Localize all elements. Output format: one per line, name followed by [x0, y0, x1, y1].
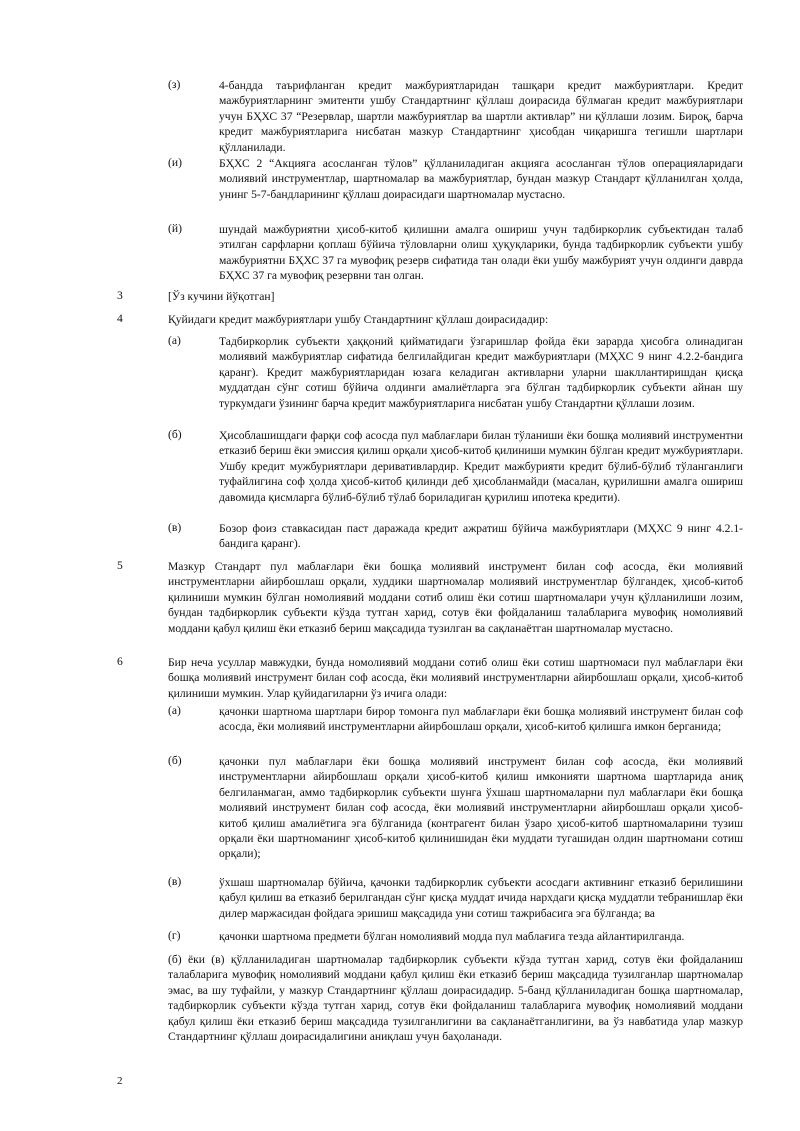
- paragraph-number: 4: [117, 312, 123, 325]
- item-label: (в): [168, 875, 182, 888]
- item-text: Ҳисоблашишдаги фарқи соф асосда пул маблағлари билан тўланиши ёки бошқа молиявий инструментни етказиб бериш ёки эмиссия қилиш орқали ҳисоб-китоб қилиниши мумкин бўлган кредит мужбуриятлари. Ушбу кредит мужбуриятлари деривативлардир. Кредит мажбурияти кредит бўлиб-бўлиб тўланганлиги туфайлигина соф ҳолда ҳисоб-китоб қилинди деб ҳисобланмайди (масалан, қурилишни амалга ошириш давомида қисмларга бўлиб-бўлиб тўлаб бориладиган қурилиш ипотека кредити).: [219, 429, 743, 504]
- item-label: (г): [168, 929, 181, 942]
- paragraph-text: [Ўз кучини йўқотган]: [168, 290, 275, 303]
- paragraph-text: Қуйидаги кредит мажбуриятлари ушбу Стандартнинг қўллаш доирасидадир:: [168, 313, 549, 326]
- paragraph-number: 5: [117, 559, 123, 572]
- item-text: қачонки шартнома шартлари бирор томонга пул маблағлари ёки бошқа молиявий инструмент билан соф асосда, ёки молиявий инструментларни айирбошлаш орқали, ҳисоб-китоб қилишга имкон берганида;: [219, 705, 743, 734]
- paragraph-number: 3: [117, 289, 123, 302]
- item-text: Тадбиркорлик субъекти ҳаққоний қийматидаги ўзгаришлар фойда ёки зарарда ҳисобга олинадиган молиявий мажбуриятлар сифатида белгилайдиган кредит мажбуриятлари (МҲХС 9 нинг 4.2.2-бандига қаранг). Кредит мажбуриятларидан юзага келадиган активларни уларни шакллантиришдан қисқа муддатдан сўнг сотиш бўйича олдинги амалиётларга эга бўлган тадбиркорлик субъекти айнан шу туркумдаги ўзининг барча кредит мажбуриятларига нисбатан ушбу Стандартни қўллаши лозим.: [219, 335, 743, 410]
- item-label: (а): [168, 334, 181, 347]
- item-text: БҲХС 2 “Акцияга асосланган тўлов” қўлланиладиган акцияга асосланган тўлов операцияларидаги молиявий инструментлар, шартномалар ва мажбуриятлар, бундан мазкур Стандарт қўлланилган ҳолда, унинг 5-7-бандларининг қўллаш доирасидаги шартномалар мустасно.: [219, 157, 743, 201]
- item-label: (б): [168, 754, 182, 767]
- item-text: қачонки шартнома предмети бўлган номолиявий модда пул маблағига тезда айлантирилганда.: [219, 930, 685, 943]
- item-text: Бозор фоиз ставкасидан паст даражада кредит ажратиш бўйича мажбуриятлари (МҲХС 9 нинг 4.2.1-бандига қаранг).: [219, 522, 743, 551]
- item-text: қачонки пул маблағлари ёки бошқа молиявий инструмент билан соф асосда, ёки молиявий инструментларни айирбошлаш орқали ҳисоб-китоб қилиш имконияти шартнома шартларида аниқ белгиланмаган, аммо тадбиркорлик субъекти шунга ўхшаш шартномаларни пул маблағлари ёки бошқа молиявий инструмент билан соф асосда, ёки молиявий инструментларни айирбошлаш орқали ҳисоб-китоб қилиш амалиётига эга бўлганида (контрагент билан ўзаро ҳисоб-китоб шартномаларини тузиш орқали ёки шартноманинг ҳисоб-китоб қилинишидан ёки муддати тугашидан олдин шартномани сотиш орқали);: [219, 755, 743, 861]
- paragraph-text: Бир неча усуллар мавжудки, бунда номолиявий моддани сотиб олиш ёки сотиш шартномаси пул маблағлари ёки бошқа молиявий инструмент билан соф асосда, ёки молиявий инструментларни айирбошлаш орқали, ҳисоб-китоб қилиниши мумкин. Улар қуйидагиларни ўз ичига олади:: [168, 656, 743, 700]
- item-label: (й): [168, 222, 182, 235]
- item-label: (б): [168, 428, 182, 441]
- closing-paragraph: (б) ёки (в) қўлланиладиган шартномалар тадбиркорлик субъекти кўзда тутган харид, сотув ёки фойдаланиш талабларига мувофиқ номолиявий моддани қабул қилиш ёки етказиб бериш мақсадида тузилганлар шартномалар эмас, ва шу туфайли, у мазкур Стандартнинг қўллаш доирасидадир. 5-банд қўлланиладиган бошқа шартномалар, тадбиркорлик субъекти кўзда тутган харид, сотув ёки фойдаланиш талабларига мувофиқ номолиявий моддани қабул қилиш ёки етказиб бериш мақсадида тузилганлигини ва сақланаётганлигини, ва ўз навбатида улар мазкур Стандартнинг қўллаш доирасидалигини аниқлаш учун баҳоланади.: [168, 953, 743, 1044]
- item-label: (з): [168, 78, 181, 91]
- item-text: ўхшаш шартномалар бўйича, қачонки тадбиркорлик субъекти асосдаги активнинг етказиб берилишини қабул қилиш ва етказиб берилгандан сўнг қисқа муддат ичида нархдаги қисқа муддатли тебранишлар ёки дилер маржасидан фойдага эришиш мақсадида уни сотиш тажрибасига эга бўлганда; ва: [219, 876, 743, 920]
- item-label: (в): [168, 521, 182, 534]
- item-label: (а): [168, 704, 181, 717]
- item-text: шундай мажбуриятни ҳисоб-китоб қилишни амалга ошириш учун тадбиркорлик субъектидан талаб этилган сарфларни қоплаш бўйича тўловларни олиш ҳуқуқларики, бунда тадбиркорлик субъекти ушбу мажбуриятни БҲХС 37 га мувофиқ резерв сифатида тан олади ёки ушбу мажбурият учун олдинги даврда БҲХС 37 га мувофиқ резервни тан олган.: [219, 223, 743, 283]
- paragraph-text: Мазкур Стандарт пул маблағлари ёки бошқа молиявий инструмент билан соф асосда, ёки молиявий инструментларни айирбошлаш орқали, худдики шартномалар молиявий инструментлар бўлгандек, ҳисоб-китоб қилиниши мумкин бўлган номолиявий моддани сотиб олиш ёки сотиш шартномалари учун қўлланилиши лозим, бундан тадбиркорлик субъекти кўзда тутган харид, сотув ёки фойдаланиш талабларига мувофиқ номолиявий моддани қабул қилиш ёки етказиб бериш мақсадида тузилган ва сақланаётган шартномалар мустасно.: [168, 560, 743, 635]
- paragraph-number: 6: [117, 655, 123, 668]
- item-label: (и): [168, 156, 182, 169]
- page-number: 2: [117, 1075, 123, 1087]
- item-text: 4-бандда таърифланган кредит мажбуриятларидан ташқари кредит мажбуриятлари. Кредит мажбуриятларнинг эмитенти ушбу Стандартнинг қўллаш доирасида бўлмаган кредит мажбуриятлари учун БҲХС 37 “Резервлар, шартли мажбуриятлар ва шартли активлар” ни қўллаши лозим. Бироқ, барча кредит мажбуриятларига нисбатан мазкур Стандартнинг ҳисобдан чиқаришга тегишли шартлари қўлланилади.: [219, 79, 743, 154]
